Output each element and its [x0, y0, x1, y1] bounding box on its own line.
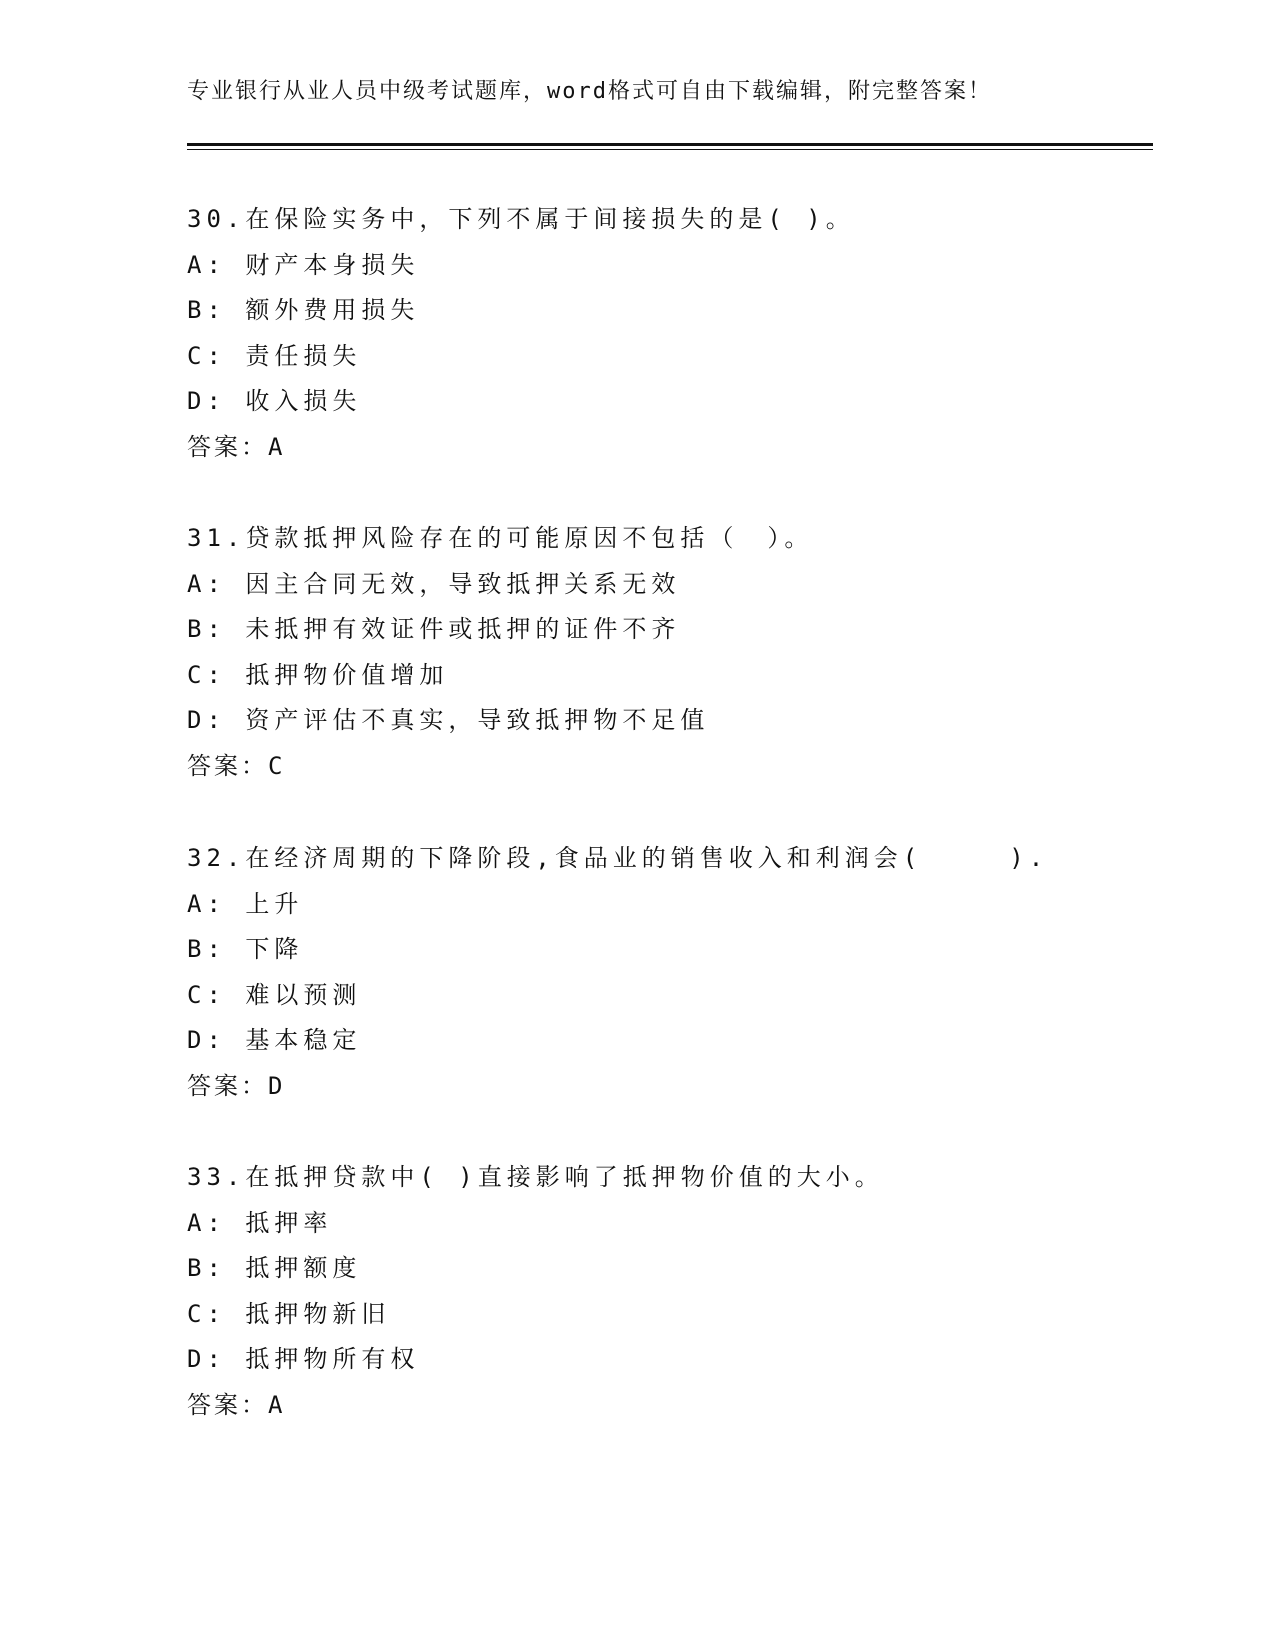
option-a: A: 因主合同无效，导致抵押关系无效	[187, 569, 681, 598]
answer-label: 答案：	[187, 1071, 268, 1100]
option-c: C: 难以预测	[187, 980, 362, 1009]
option-a: A: 财产本身损失	[187, 250, 420, 279]
option-c: C: 抵押物新旧	[187, 1299, 391, 1328]
answer-line	[187, 1383, 1153, 1429]
question-30	[187, 197, 1153, 470]
option-d: D: 抵押物所有权	[187, 1345, 420, 1373]
answer-line	[187, 425, 1153, 471]
question-32	[187, 836, 1153, 1109]
option-b: B: 额外费用损失	[187, 296, 420, 324]
option-c: C: 抵押物价值增加	[187, 660, 449, 689]
question-33	[187, 1155, 1153, 1428]
answer-line	[187, 1064, 1153, 1110]
answer-line	[187, 744, 1153, 790]
answer-label: 答案：	[187, 751, 268, 780]
option-d: D: 基本稳定	[187, 1026, 362, 1054]
option-d: D: 收入损失	[187, 387, 362, 415]
answer-value: A	[268, 432, 286, 461]
option-a: A: 上升	[187, 889, 304, 918]
page-header: 专业银行从业人员中级考试题库，word格式可自由下载编辑，附完整答案！	[187, 79, 992, 104]
option-b: B: 未抵押有效证件或抵押的证件不齐	[187, 615, 681, 643]
question-stem: 31.贷款抵押风险存在的可能原因不包括（ ）。	[187, 524, 814, 552]
question-stem: 32.在经济周期的下降阶段,食品业的销售收入和利润会( ).	[187, 844, 1049, 872]
option-d: D: 资产评估不真实，导致抵押物不足值	[187, 706, 710, 734]
option-c: C: 责任损失	[187, 341, 362, 370]
option-b: B: 下降	[187, 935, 304, 963]
answer-label: 答案：	[187, 1390, 268, 1419]
question-stem: 30.在保险实务中，下列不属于间接损失的是( )。	[187, 205, 855, 233]
answer-value: C	[268, 751, 286, 780]
answer-value: D	[268, 1071, 286, 1100]
option-a: A: 抵押率	[187, 1208, 333, 1237]
question-stem: 33.在抵押贷款中( )直接影响了抵押物价值的大小。	[187, 1163, 884, 1191]
header-rule-thin	[187, 149, 1153, 150]
answer-value: A	[268, 1390, 286, 1419]
question-31	[187, 516, 1153, 789]
answer-label: 答案：	[187, 432, 268, 461]
header-rule-thick	[187, 143, 1153, 146]
option-b: B: 抵押额度	[187, 1254, 362, 1282]
